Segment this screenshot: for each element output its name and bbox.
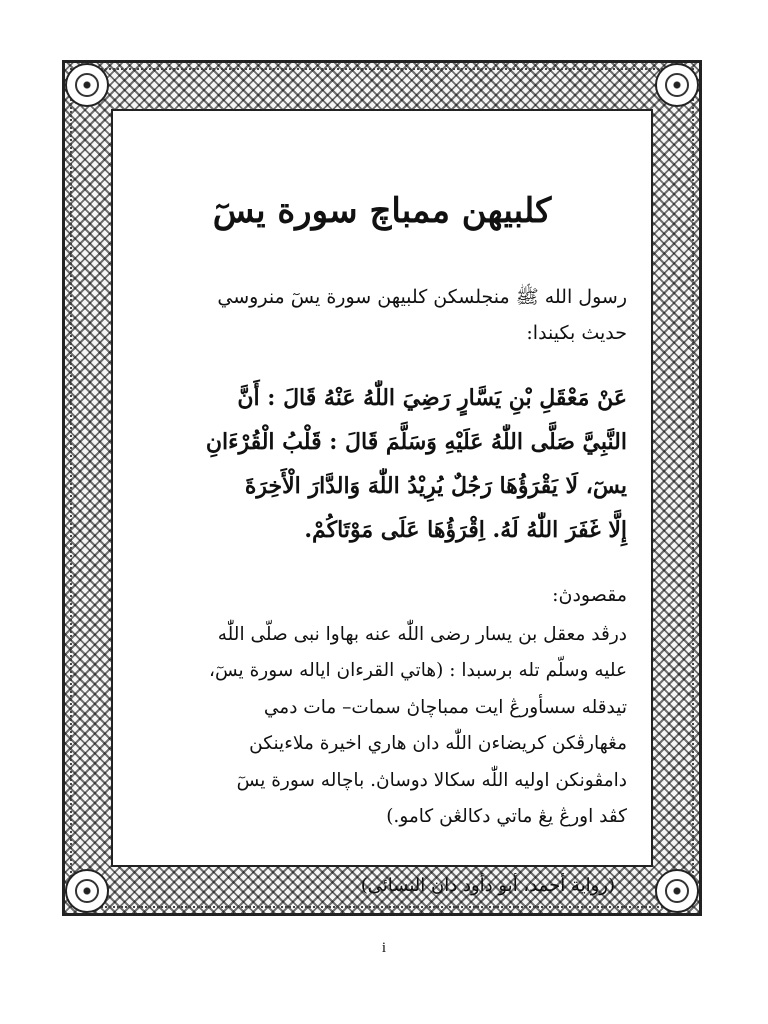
meaning-line: مڠهارڤكن كريضاءن اللّٰه دان هاري اخيرة ملاءينكن (249, 733, 627, 755)
page-title: كلبيهن ممباچ سورة يسٓ (212, 191, 552, 231)
meaning-line: تيدقله سسأورڠ ايت ممباچاڽ سمات– مات دمي (263, 696, 627, 718)
corner-ornament-top-right (655, 63, 699, 107)
page-number: i (381, 940, 387, 956)
corner-ornament-top-left (65, 63, 109, 107)
hadith-source: (رواية أحمد، أبو دأود دان النسائى) (360, 875, 615, 896)
hadith-line: إِلَّا غَفَرَ اللّٰهُ لَهُ. اِقْرَؤُهَا عَلَى مَوْتَاكُمْ. (304, 517, 627, 543)
meaning-line: دامڤونكن اوليه اللّٰه سكالا دوساڽ. باچاله سورة يسٓ (236, 769, 627, 791)
meaning-line: كڤد اورڠ يڠ ماتي دكالڠن كامو.) (386, 806, 627, 828)
corner-ornament-bottom-right (655, 869, 699, 913)
ornamental-border (62, 60, 702, 916)
intro-paragraph (137, 279, 627, 351)
intro-line: حديث بكيندا: (526, 322, 627, 344)
hadith-line: النَّبِيَّ صَلَّى اللّٰهُ عَلَيْهِ وَسَلَّمَ قَالَ : قَلْبُ الْقُرْءَانِ (205, 429, 627, 455)
page-content (111, 109, 653, 896)
meaning-paragraph (137, 617, 627, 835)
hadith-line: عَنْ مَعْقَلِ بْنِ يَسَّارٍ رَضِيَ اللّٰهُ عَنْهُ قَالَ : أَنَّ (237, 385, 627, 411)
hadith-text (141, 376, 627, 552)
meaning-heading: مقصودڽ: (552, 584, 627, 606)
meaning-line: عليه وسلّم تله برسبدا : (هاتي القرءان اياله سورة يسٓ، (209, 660, 627, 682)
corner-ornament-bottom-left (65, 869, 109, 913)
meaning-line: درڤد معقل بن يسار رضى اللّٰه عنه بهاوا نبى صلّى اللّٰه (217, 624, 627, 645)
hadith-line: يسٓ، لَا يَقْرَؤُهَا رَجُلٌ يُرِيْدُ اللّٰهَ وَالدَّارَ الْأَخِرَةَ (244, 473, 627, 499)
intro-line: رسول الله ﷺ منجلسكن كلبيهن سورة يسٓ منروسي (217, 286, 627, 308)
